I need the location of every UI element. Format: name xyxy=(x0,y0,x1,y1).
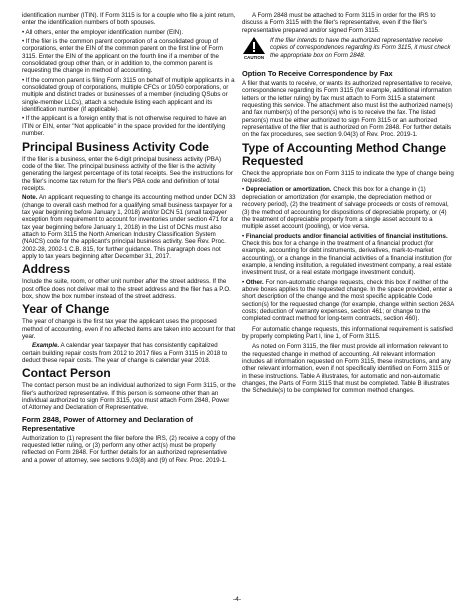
depreciation-bullet xyxy=(242,186,454,230)
financial-products-lead: Financial products and/or financial activities of financial institutions. xyxy=(245,232,448,240)
address-heading: Address xyxy=(22,262,71,277)
other-text: For non-automatic change requests, check this box if neither of the above boxes applies to the requested change. In the space provided, enter a short description of the change and the most specific applicable Code section(s) for the requested change (for example, change within section 263A costs; deduction of warranty expenses, section 461; or change to the completed contract method for long-term contracts, section 460). xyxy=(242,278,454,323)
automatic-change-paragraph: For automatic change requests, this informational requirement is satisfied by properly completing Part I, line 1, of Form 3115. xyxy=(242,325,453,340)
year-of-change-heading: Year of Change xyxy=(22,302,110,317)
form-2848-paragraph: Authorization to (1) represent the filer before the IRS, (2) receive a copy of the requested letter ruling, or (3) perform any other act(s) must be properly reflected on Form 2848. For further details for an authorized representative and a power of attorney, see sections 9.03(8) and (9) of Rev. Proc. 2019-1. xyxy=(22,434,236,464)
common-parent-bullet: • If the filer is the common parent corporation of a consolidated group of corporations, enter the EIN of the common parent on the first line of Form 3115. Enter the EIN of the applicant on the fourth line if a member of the consolidated group other than, or in addition to, the common parent is requesting the change in method of accounting. xyxy=(22,38,236,75)
type-of-change-paragraph: Check the appropriate box on Form 3115 to indicate the type of change being requested. xyxy=(242,169,454,185)
fax-heading: Option To Receive Correspondence by Fax xyxy=(242,69,393,79)
year-of-change-paragraph: The year of change is the first tax year the applicant uses the proposed method of accounting, even if no affected items are taken into account for that year. xyxy=(22,318,236,341)
contact-person-paragraph: The contact person must be an individual authorized to sign Form 3115, or the filer's authorized representative. If this person is someone other than an individual authorized to sign Form 3115, you must attach Form 2848, Power of Attorney and Declaration of Representative. xyxy=(22,382,236,412)
note-lead: Note. xyxy=(22,194,38,202)
others-bullet: • All others, enter the employer identification number (EIN). xyxy=(22,29,236,36)
financial-products-text: Check this box for a change in the treatment of a financial product (for example, accounting for debt instruments, derivatives, mark-to-market accounting), or a change in the financial activities of a financial institution (for example, a lending institution, a regulated investment company, a real estate investment trust, or a real estate mortgage investment conduit). xyxy=(242,239,453,277)
example-paragraph xyxy=(22,342,236,364)
financial-products-bullet xyxy=(242,233,454,277)
caution-box xyxy=(242,36,454,65)
pba-heading: Principal Business Activity Code xyxy=(22,139,209,154)
right-column xyxy=(242,12,454,397)
fax-paragraph: A filer that wants to receive, or wants its authorized representative to receive, correspondence regarding its Form 3115 (for example, additional information letters or the letter ruling) by fax must attach to Form 3115 a statement requesting this service. The attachment also must list the authorized name(s) and fax number(s) of the person(s) who is to receive the fax. The listed person(s) must be either authorized to sign Form 3115 or an authorized representative of the filer that is authorized on Form 2848. For further details on the fax procedures, see section 9.04(3) of Rev. Proc. 2019-1. xyxy=(242,80,453,139)
multiple-applicants-bullet: • If the common parent is filing Form 3115 on behalf of multiple applicants in a consolidated group of corporations, multiple CFCs or 10/50 corporations, or multiple and distinct trades or businesses of a member (including QSubs or single-member LLCs), attach a schedule listing each applicant and its identification number (if applicable). xyxy=(22,77,236,114)
caution-icon xyxy=(242,36,266,65)
form-2848-attach-paragraph: A Form 2848 must be attached to Form 3115 in order for the IRS to discuss a Form 3115 with the filer's representative, even if the filer's representative prepared and/or signed Form 3115. xyxy=(242,12,436,34)
type-of-change-heading: Type of Accounting Method Change Requested xyxy=(242,140,446,168)
left-column xyxy=(22,12,236,466)
as-noted-paragraph: As noted on Form 3115, the filer must provide all information relevant to the requested change in method of accounting. All relevant information includes all information requested on Form 3115, these instructions, and any other relevant information, even if not specifically identified on Form 3115 or in these instructions. Table A illustrates, for automatic and non-automatic changes, the Parts of Form 3115 that must be completed. Table B illustrates the Schedule(s) to be completed for common method changes. xyxy=(242,343,452,395)
foreign-entity-bullet: • If the applicant is a foreign entity that is not otherwise required to have an ITIN or EIN, enter "Not applicable" in the space provided for the identifying number. xyxy=(22,115,236,137)
itin-paragraph: identification number (ITIN). If Form 3115 is for a couple who file a joint return, enter the identification numbers of both spouses. xyxy=(22,12,236,27)
caution-text: If the filer intends to have the authorized representative receive copies of correspondences regarding its Form 3115, it must check the appropriate box on Form 2848. xyxy=(270,37,451,59)
example-text: A calendar year taxpayer that has consistently capitalized certain building repair costs from 2012 to 2017 files a Form 3115 in 2018 to deduct these repair costs. The year of change is calendar year 2018. xyxy=(22,342,228,365)
address-paragraph: Include the suite, room, or other unit number after the street address. If the post office does not deliver mail to the street address and the filer has a P.O. box, show the box number instead of the street address. xyxy=(22,278,231,300)
caution-label: CAUTION xyxy=(243,55,265,61)
depreciation-lead: Depreciation or amortization. xyxy=(245,186,332,194)
page-number: -4- xyxy=(232,596,242,603)
contact-person-heading: Contact Person xyxy=(22,366,111,381)
note-text: An applicant requesting to change its accounting method under DCN 33 (change to overall cash method for a qualifying small business taxpayer for a tax year beginning before January 1, 2018) and/or DCN 51 (small taxpayer exception from requirement to account for inventories under section 471 for a tax year beginning before January 1, 2018) in the List of DCNs must also attach to Form 3115 the North American Industry Classification System (NAICS) code for the applicant's principal business activity. See Rev. Proc. 2002-28, 2002-1 C.B. 815, for further guidance. This paragraph does not apply to tax years beginning after December 31, 2017. xyxy=(22,194,236,260)
note-paragraph xyxy=(22,194,236,260)
example-lead: Example. xyxy=(32,342,60,350)
other-lead: Other. xyxy=(245,278,264,286)
other-bullet xyxy=(242,279,454,323)
depreciation-text: Check this box for a change in (1) depreciation or amortization (for example, the depreciation method or recovery period), (2) the treatment of salvage proceeds or costs of removal, (3) the method of accounting for dispositions of depreciable property, or (4) the treatment of depreciable property from a single asset account to a multiple asset account (pooling), or vice versa. xyxy=(242,186,449,231)
form-2848-heading: Form 2848, Power of Attorney and Declaration of Representative xyxy=(22,414,193,433)
pba-paragraph: If the filer is a business, enter the 6-digit principal business activity (PBA) code of the filer. The principal business activity of the filer is the activity generating the largest percentage of its total receipts. See the instructions for the filer's income tax return for the filer's PBA code and definition of total receipts. xyxy=(22,155,233,192)
